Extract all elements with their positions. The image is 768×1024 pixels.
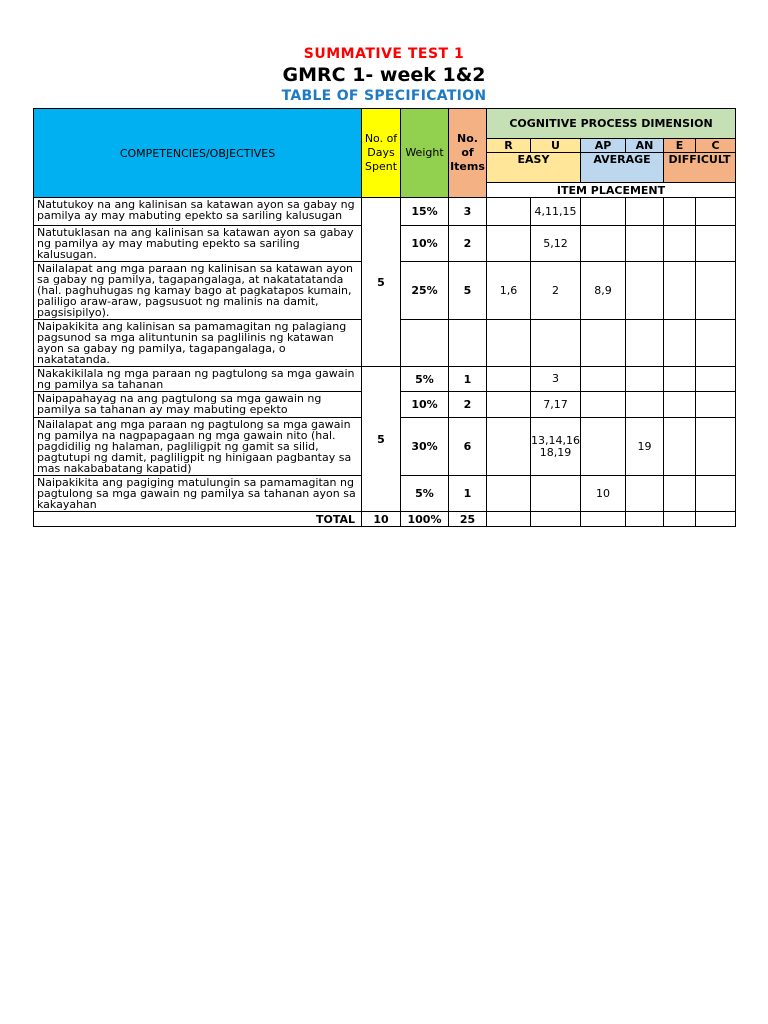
c-cell	[696, 320, 736, 367]
header-item-placement: ITEM PLACEMENT	[487, 183, 736, 198]
header-e: E	[664, 139, 696, 153]
e-cell	[664, 262, 696, 320]
e-cell	[664, 476, 696, 512]
weight-cell: 10%	[401, 392, 449, 418]
r-cell	[487, 367, 531, 392]
header-items: No. of Items	[449, 109, 487, 198]
e-cell	[664, 226, 696, 262]
c-cell	[696, 226, 736, 262]
days-spent-cell: 5	[362, 198, 401, 367]
e-cell	[664, 418, 696, 476]
objective-cell: Nakakikilala ng mga paraan ng pagtulong sa mga gawain ng pamilya sa tahanan	[34, 367, 362, 392]
an-cell	[626, 262, 664, 320]
u-cell: 4,11,15	[531, 198, 581, 226]
u-cell	[531, 476, 581, 512]
weight-cell: 15%	[401, 198, 449, 226]
e-cell	[664, 320, 696, 367]
objective-cell: Nailalapat ang mga paraan ng pagtulong sa mga gawain ng pamilya na nagpapagaan ng mga gawain nito (hal. pagdidilig ng halaman, pagliligpit ng gamit sa silid, pagtutupi ng damit, pagliligpit ng hinigaan pagbantay sa mas nakababatang kapatid)	[34, 418, 362, 476]
header-c: C	[696, 139, 736, 153]
total-weight: 100%	[401, 512, 449, 527]
header-competencies: COMPETENCIES/OBJECTIVES	[34, 109, 362, 198]
r-cell	[487, 476, 531, 512]
header-days: No. of Days Spent	[362, 109, 401, 198]
header-difficult: DIFFICULT	[664, 153, 736, 183]
u-cell: 3	[531, 367, 581, 392]
ap-cell	[581, 320, 626, 367]
ap-cell	[581, 367, 626, 392]
header-cognitive-dimension: COGNITIVE PROCESS DIMENSION	[487, 109, 736, 139]
e-cell	[664, 392, 696, 418]
objective-cell: Natutukoy na ang kalinisan sa katawan ayon sa gabay ng pamilya ay may mabuting epekto sa sariling kalusugan	[34, 198, 362, 226]
total-label: TOTAL	[34, 512, 362, 527]
an-cell	[626, 392, 664, 418]
u-cell: 13,14,16 18,19	[531, 418, 581, 476]
r-cell	[487, 320, 531, 367]
objective-cell: Nailalapat ang mga paraan ng kalinisan sa katawan ayon sa gabay ng pamilya, tagapangalaga, at nakatatatanda (hal. paghuhugas ng kamay bago at pagkatapos kumain, paliligo araw-araw, pagsusuot ng malinis na damit, pagsisipilyo).	[34, 262, 362, 320]
weight-cell: 25%	[401, 262, 449, 320]
weight-cell	[401, 320, 449, 367]
total-u-cell	[531, 512, 581, 527]
days-spent-cell: 5	[362, 367, 401, 512]
u-cell: 7,17	[531, 392, 581, 418]
header-an: AN	[626, 139, 664, 153]
total-c-cell	[696, 512, 736, 527]
table-title: TABLE OF SPECIFICATION	[281, 88, 487, 104]
ap-cell: 8,9	[581, 262, 626, 320]
total-days: 10	[362, 512, 401, 527]
items-cell: 5	[449, 262, 487, 320]
total-e-cell	[664, 512, 696, 527]
ap-cell	[581, 198, 626, 226]
r-cell	[487, 226, 531, 262]
subject-title: GMRC 1- week 1&2	[282, 64, 486, 86]
header-u: U	[531, 139, 581, 153]
objective-cell: Natutuklasan na ang kalinisan sa katawan ayon sa gabay ng pamilya ay may mabuting epekto sa sariling kalusugan.	[34, 226, 362, 262]
ap-cell: 10	[581, 476, 626, 512]
c-cell	[696, 392, 736, 418]
total-r-cell	[487, 512, 531, 527]
an-cell	[626, 476, 664, 512]
header-average: AVERAGE	[581, 153, 664, 183]
e-cell	[664, 198, 696, 226]
items-cell: 2	[449, 392, 487, 418]
total-ap-cell	[581, 512, 626, 527]
specification-table	[33, 108, 736, 527]
c-cell	[696, 367, 736, 392]
items-cell	[449, 320, 487, 367]
c-cell	[696, 476, 736, 512]
items-cell: 6	[449, 418, 487, 476]
test-title: SUMMATIVE TEST 1	[303, 46, 465, 62]
header-ap: AP	[581, 139, 626, 153]
r-cell	[487, 392, 531, 418]
r-cell	[487, 418, 531, 476]
c-cell	[696, 418, 736, 476]
ap-cell	[581, 226, 626, 262]
items-cell: 1	[449, 476, 487, 512]
items-cell: 1	[449, 367, 487, 392]
an-cell	[626, 198, 664, 226]
items-cell: 2	[449, 226, 487, 262]
weight-cell: 5%	[401, 367, 449, 392]
objective-cell: Naipakikita ang kalinisan sa pamamagitan ng palagiang pagsunod sa mga alituntunin sa paglilinis ng katawan ayon sa gabay ng pamilya, tagapangalaga, o nakatatanda.	[34, 320, 362, 367]
ap-cell	[581, 392, 626, 418]
objective-cell: Naipakikita ang pagiging matulungin sa pamamagitan ng pagtulong sa mga gawain ng pamilya sa tahanan ayon sa kakayahan	[34, 476, 362, 512]
u-cell	[531, 320, 581, 367]
header-r: R	[487, 139, 531, 153]
header-weight: Weight	[401, 109, 449, 198]
r-cell: 1,6	[487, 262, 531, 320]
an-cell	[626, 226, 664, 262]
an-cell	[626, 320, 664, 367]
u-cell: 2	[531, 262, 581, 320]
c-cell	[696, 262, 736, 320]
weight-cell: 30%	[401, 418, 449, 476]
items-cell: 3	[449, 198, 487, 226]
header-easy: EASY	[487, 153, 581, 183]
weight-cell: 10%	[401, 226, 449, 262]
weight-cell: 5%	[401, 476, 449, 512]
an-cell	[626, 367, 664, 392]
c-cell	[696, 198, 736, 226]
e-cell	[664, 367, 696, 392]
total-items: 25	[449, 512, 487, 527]
u-cell: 5,12	[531, 226, 581, 262]
total-an-cell	[626, 512, 664, 527]
objective-cell: Naipapahayag na ang pagtulong sa mga gawain ng pamilya sa tahanan ay may mabuting epekto	[34, 392, 362, 418]
ap-cell	[581, 418, 626, 476]
an-cell: 19	[626, 418, 664, 476]
r-cell	[487, 198, 531, 226]
